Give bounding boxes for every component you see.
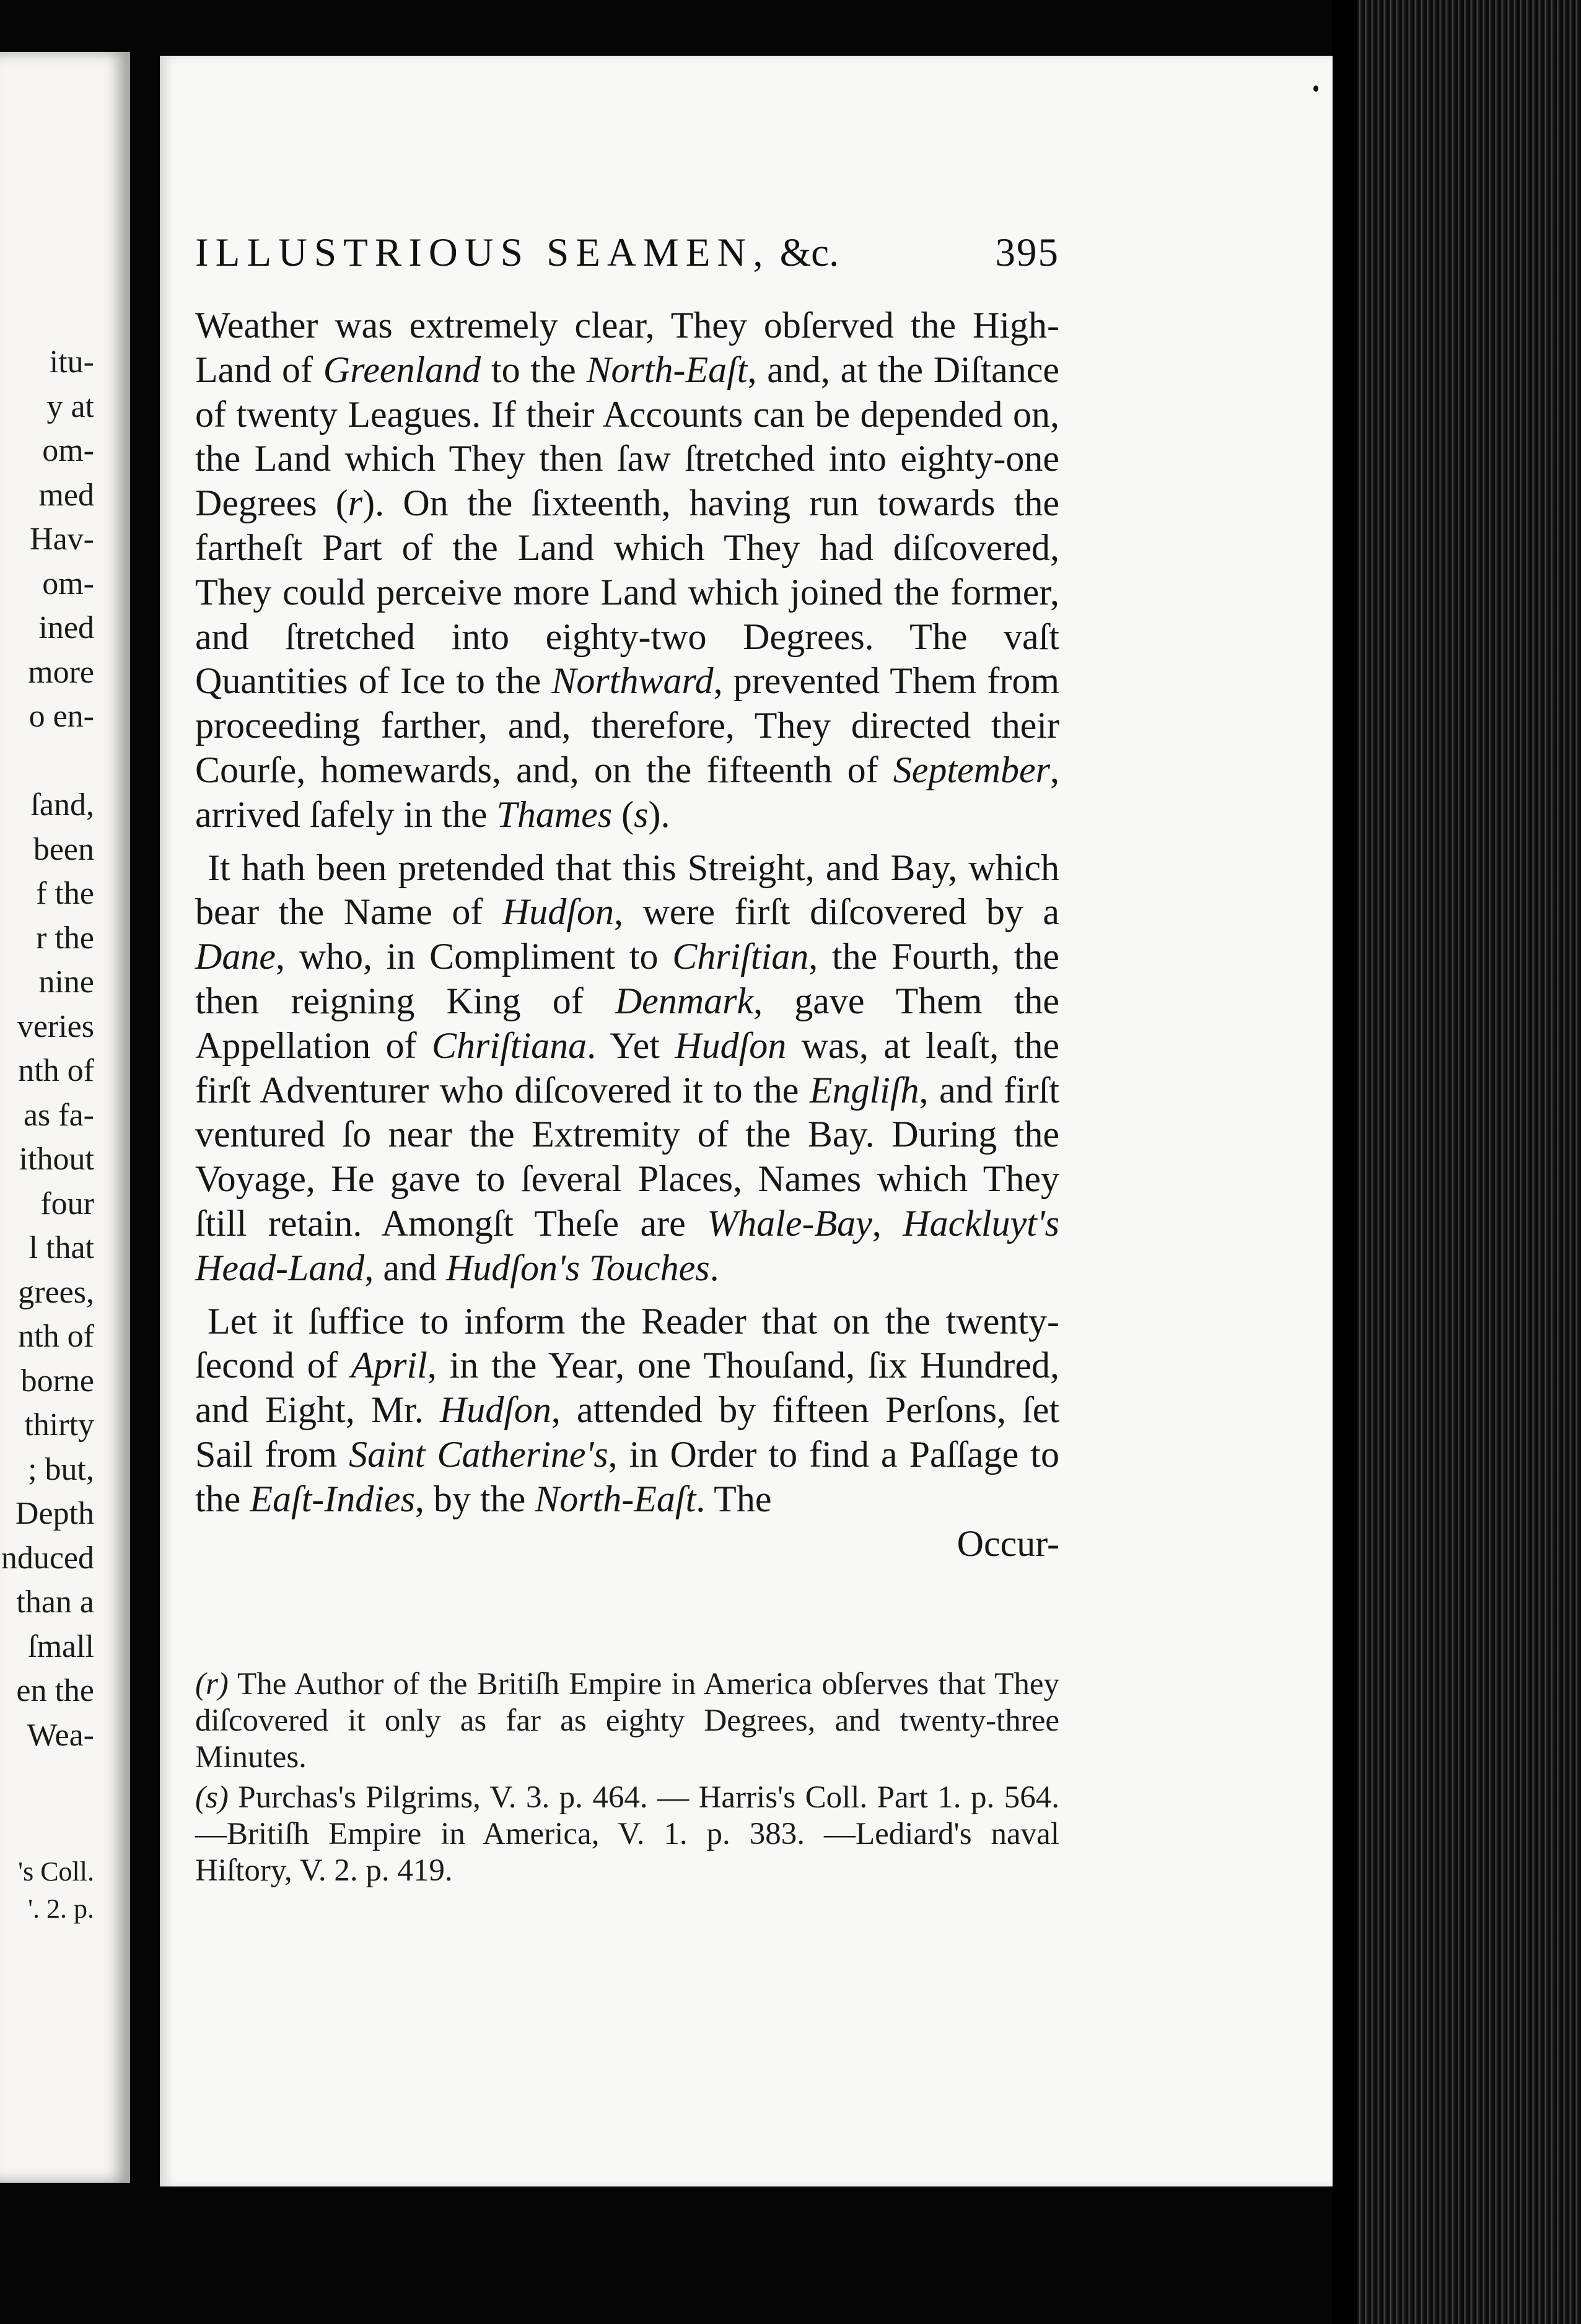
- facing-page-line-fragment: f the: [36, 876, 94, 911]
- paragraph-1: Weather was extremely clear, They obſerved the High-Land of Greenland to the North-Eaſt, and, at the Diſtance of twenty Leagues. If their Accounts can be depended on, the Land which They then ſaw ſtretched into eighty-one Degrees (r). On the ſixteenth, having run towards the fartheſt Part of the Land which They had diſcovered, They could perceive more Land which joined the former, and ſtretched into eighty-two Degrees. The vaſt Quantities of Ice to the Northward, prevented Them from proceeding farther, and, therefore, They directed their Courſe, homewards, and, on the fifteenth of September, arrived ſafely in the Thames (s).: [195, 305, 1059, 835]
- facing-page-line-fragment: Hav-: [30, 522, 94, 557]
- footnote-ref-s: s: [634, 793, 649, 835]
- facing-page-line-fragment: itu-: [49, 344, 94, 380]
- paragraph-2: It hath been pretended that this Streight, and Bay, which bear the Name of Hudſon, were firſt diſcovered by a Dane, who, in Compliment to Chriſtian, the Fourth, the then reigning King of Denmark, gave Them the Appellation of Chriſtiana. Yet Hudſon was, at leaſt, the firſt Adventurer who diſcovered it to the Engliſh, and firſt ventured ſo near the Extremity of the Bay. During the Voyage, He gave to ſeveral Places, Names which They ſtill retain. Amongſt Theſe are Whale-Bay, Hackluyt's Head-Land, and Hudſon's Touches.: [195, 847, 1060, 1288]
- running-head-title: ILLUSTRIOUS SEAMEN,: [195, 230, 770, 275]
- footnote-s: (s) Purchas's Pilgrims, V. 3. p. 464. — Harris's Coll. Part 1. p. 564.—Britiſh Empire in America, V. 1. p. 383. —Lediard's naval Hiſtory, V. 2. p. 419.: [195, 1780, 1059, 1888]
- page-number: 395: [995, 230, 1059, 275]
- facing-page-line-fragment: en the: [16, 1673, 94, 1708]
- gutter-shadow: [1332, 0, 1357, 2324]
- facing-page-line-fragment: borne: [20, 1363, 94, 1399]
- facing-page-line-fragment: Depth: [15, 1496, 94, 1531]
- facing-page-line-fragment: ſand,: [30, 787, 94, 823]
- facing-page-line-fragment: ; but,: [28, 1451, 94, 1487]
- facing-page-line-fragment: grees,: [18, 1274, 94, 1310]
- facing-page-line-fragment: ined: [38, 610, 94, 645]
- facing-page-line-fragment: om-: [42, 566, 94, 601]
- facing-page-line-fragment: nduced: [1, 1540, 94, 1576]
- facing-page-footnote-fragment: 's Coll.: [18, 1856, 94, 1887]
- page-speck: [1313, 85, 1318, 92]
- running-head-etc: &c.: [779, 230, 839, 275]
- catchword: Occur-: [957, 1522, 1059, 1564]
- footnotes: [195, 1666, 1059, 1893]
- facing-page-line-fragment: veries: [17, 1008, 94, 1044]
- facing-page-line-fragment: as fa-: [23, 1097, 94, 1133]
- facing-page-line-fragment: thirty: [24, 1407, 94, 1443]
- book-page-edges: [1332, 0, 1581, 2324]
- facing-page-line-fragment: y at: [46, 388, 94, 424]
- facing-page-line-fragment: ſmall: [28, 1628, 94, 1664]
- body-text: [195, 304, 1059, 1566]
- facing-page-line-fragment: l that: [28, 1230, 94, 1265]
- footnote-r: (r) The Author of the Britiſh Empire in America obſerves that They diſcovered it only as far as eighty Degrees, and twenty-three Minutes.: [195, 1667, 1059, 1775]
- facing-page-line-fragment: more: [28, 654, 94, 690]
- facing-page-line-fragment: ithout: [19, 1142, 94, 1177]
- facing-page-line-fragment: o en-: [28, 699, 94, 734]
- facing-page-line-fragment: been: [33, 831, 94, 867]
- facing-page-line-fragment: nth of: [18, 1319, 94, 1354]
- facing-page-line-fragment: Wea-: [27, 1717, 94, 1753]
- paragraph-3: Let it ſuffice to inform the Reader that on the twenty-ſecond of April, in the Year, one Thouſand, ſix Hundred, and Eight, Mr. Hudſon, attended by fifteen Perſons, ſet Sail from Saint Catherine's, in Order to find a Paſſage to the Eaſt-Indies, by the North-Eaſt. The: [195, 1300, 1060, 1519]
- facing-page-line-fragment: med: [38, 477, 94, 513]
- facing-page-line-fragment: four: [40, 1186, 94, 1221]
- running-head: [195, 228, 1059, 277]
- facing-page-line-fragment: nth of: [18, 1053, 94, 1088]
- facing-page-line-fragment: om-: [42, 433, 94, 468]
- facing-page-footnote-fragment: '. 2. p.: [28, 1894, 94, 1924]
- facing-page-line-fragment: nine: [38, 964, 94, 1000]
- facing-page-fragment: [0, 52, 130, 2183]
- footnote-ref-r: r: [348, 483, 363, 524]
- facing-page-line-fragment: r the: [36, 920, 94, 956]
- facing-page-line-fragment: than a: [16, 1584, 94, 1620]
